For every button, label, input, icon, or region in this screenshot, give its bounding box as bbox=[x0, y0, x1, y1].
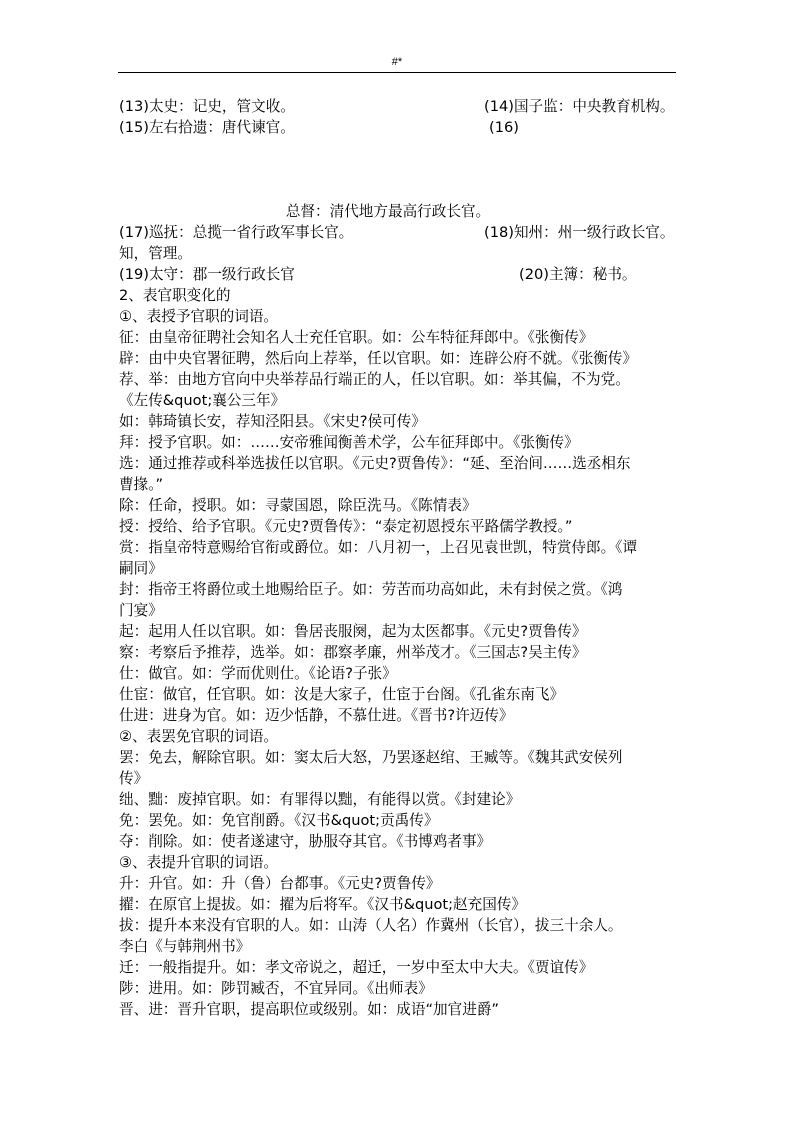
text-line: 罢：免去，解除官职。如：窦太后大怒，乃罢逐赵绾、王臧等。《魏其武安侯列 bbox=[119, 749, 623, 766]
text-line: 嗣同》 bbox=[119, 560, 163, 577]
text-line: 曹掾。” bbox=[119, 476, 164, 493]
text-row bbox=[119, 117, 677, 138]
entry-18: (18)知州：州一级行政长官。 bbox=[484, 224, 675, 241]
entry-19: (19)太守：郡一级行政长官 bbox=[119, 266, 295, 283]
entry-14: (14)国子监：中央教育机构。 bbox=[484, 98, 675, 115]
text-line: 封：指帝王将爵位或土地赐给臣子。如：劳苦而功高如此，未有封侯之赏。《鸿 bbox=[119, 581, 623, 598]
text-line: 知，管理。 bbox=[119, 245, 192, 262]
text-line: 2、表官职变化的 bbox=[119, 287, 231, 304]
text-line: 晋、进：晋升官职，提高职位或级别。如：成语“加官进爵” bbox=[119, 1001, 499, 1018]
section-heading: ②、表罢免官职的词语。 bbox=[119, 728, 279, 745]
text-line: 荐、举：由地方官向中央举荐品行端正的人，任以官职。如：举其偏，不为党。 bbox=[119, 371, 630, 388]
entry-13: (13)太史：记史，管文收。 bbox=[119, 98, 295, 115]
text-line: 辟：由中央官署征聘，然后向上荐举，任以官职。如：连辟公府不就。《张衡传》 bbox=[119, 350, 638, 367]
text-line: 仕宦：做官，任官职。如：汝是大家子，仕宦于台阁。《孔雀东南飞》 bbox=[119, 686, 565, 703]
text-line: 升：升官。如：升（鲁）台都事。《元史?贾鲁传》 bbox=[119, 875, 441, 892]
text-row bbox=[119, 96, 677, 117]
entry-15: (15)左右拾遗：唐代谏官。 bbox=[119, 119, 295, 136]
text-line: 拜：授予官职。如：……安帝雅闻衡善术学，公车征拜郎中。《张衡传》 bbox=[119, 434, 579, 451]
section-heading: ③、表提升官职的词语。 bbox=[119, 854, 279, 871]
text-line: 拔：提升本来没有官职的人。如：山涛（人名）作冀州（长官），拔三十余人。 bbox=[119, 917, 623, 934]
text-line: 仕进：进身为官。如：迈少恬静，不慕仕进。《晋书?许迈传》 bbox=[119, 707, 514, 724]
text-row bbox=[119, 222, 677, 243]
text-line: 赏：指皇帝特意赐给官衔或爵位。如：八月初一，上召见袁世凯，特赏侍郎。《谭 bbox=[119, 539, 638, 556]
text-row bbox=[119, 264, 677, 285]
text-line: 仕：做官。如：学而优则仕。《论语?子张》 bbox=[119, 665, 397, 682]
text-line: 迁：一般指提升。如：孝文帝说之，超迁，一岁中至太中大夫。《贾谊传》 bbox=[119, 959, 594, 976]
text-line: 绌、黜：废掉官职。如：有罪得以黜，有能得以赏。《封建论》 bbox=[119, 791, 521, 808]
centered-line: 总督：清代地方最高行政长官。 bbox=[285, 203, 491, 220]
entry-16: (16) bbox=[489, 119, 519, 136]
text-line: 《左传&quot;襄公三年》 bbox=[119, 392, 286, 409]
text-line: 征：由皇帝征聘社会知名人士充任官职。如：公车特征拜郎中。《张衡传》 bbox=[119, 329, 594, 346]
section-heading: ①、表授予官职的词语。 bbox=[119, 308, 279, 325]
text-line: 夺：削除。如：使者遂逮守，胁服夺其官。《书博鸡者事》 bbox=[119, 833, 492, 850]
page-header-mark: #* bbox=[391, 56, 403, 68]
text-line: 察：考察后予推荐，选举。如：郡察孝廉，州举茂才。《三国志?吴主传》 bbox=[119, 644, 587, 661]
text-line: 除：任命，授职。如：寻蒙国恩，除臣洗马。《陈情表》 bbox=[119, 497, 477, 514]
text-line: 选：通过推荐或科举选拔任以官职。《元史?贾鲁传》：“延、至治间……选丞相东 bbox=[119, 455, 631, 472]
text-line: 陟：进用。如：陟罚臧否，不宜异同。《出师表》 bbox=[119, 980, 433, 997]
text-line: 李白《与韩荆州书》 bbox=[119, 938, 251, 955]
entry-20: (20)主簿：秘书。 bbox=[519, 266, 637, 283]
text-line: 门宴》 bbox=[119, 602, 163, 619]
header-rule bbox=[118, 72, 676, 73]
text-line: 擢：在原官上提拔。如：擢为后将军。《汉书&quot;赵充国传》 bbox=[119, 896, 527, 913]
text-line: 传》 bbox=[119, 770, 149, 787]
text-line: 免：罢免。如：免官削爵。《汉书&quot;贡禹传》 bbox=[119, 812, 439, 829]
text-line: 授：授给、给予官职。《元史?贾鲁传》：“泰定初恩授东平路儒学教授。” bbox=[119, 518, 573, 535]
entry-17: (17)巡抚：总揽一省行政军事长官。 bbox=[119, 224, 354, 241]
text-line: 起：起用人任以官职。如：鲁居丧服阕，起为太医都事。《元史?贾鲁传》 bbox=[119, 623, 587, 640]
document-body bbox=[119, 96, 677, 1020]
text-line: 如：韩琦镇长安，荐知泾阳县。《宋史?侯可传》 bbox=[119, 413, 426, 430]
